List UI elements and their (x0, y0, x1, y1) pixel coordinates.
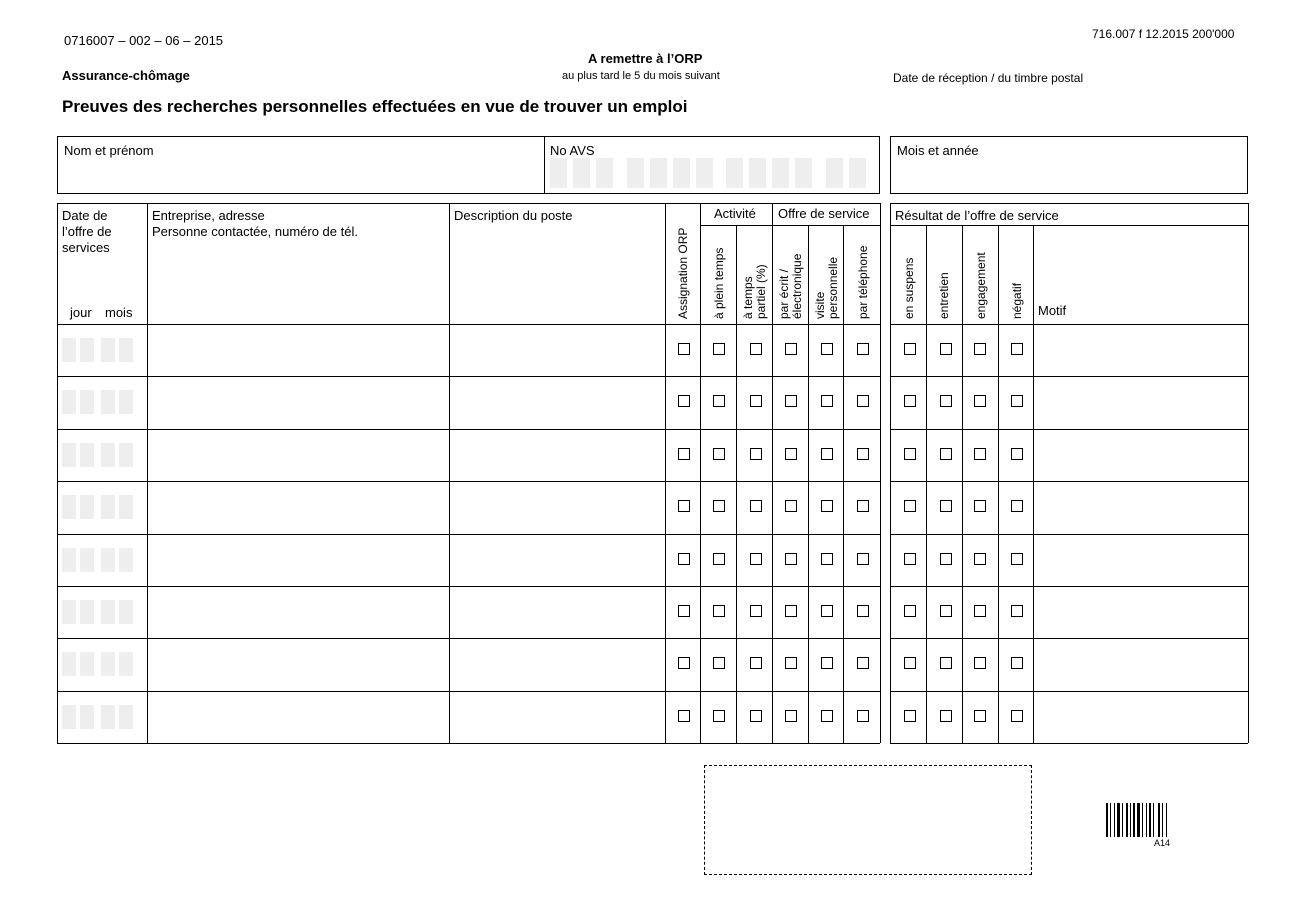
grid-line (1248, 203, 1249, 743)
grid-line (665, 203, 666, 743)
checkbox[interactable] (713, 553, 725, 565)
checkbox[interactable] (904, 605, 916, 617)
grid-line (772, 203, 773, 743)
barcode-bar (1114, 803, 1115, 837)
date-digit-cell[interactable] (119, 495, 133, 519)
checkbox[interactable] (785, 343, 797, 355)
checkbox[interactable] (940, 343, 952, 355)
day-label: jour (70, 305, 92, 320)
checkbox[interactable] (785, 553, 797, 565)
checkbox[interactable] (940, 710, 952, 722)
full-time-header: à plein temps (712, 247, 726, 319)
date-digit-cell[interactable] (80, 705, 94, 729)
checkbox[interactable] (904, 657, 916, 669)
grid-line (890, 586, 1248, 587)
avs-digit-cell[interactable] (726, 158, 743, 188)
checkbox[interactable] (750, 448, 762, 460)
negative-header: négatif (1010, 282, 1024, 319)
date-digit-cell[interactable] (62, 600, 76, 624)
grid-line (772, 203, 773, 225)
activity-header: Activité (714, 206, 756, 221)
remit-subtitle: au plus tard le 5 du mois suivant (562, 70, 720, 82)
checkbox[interactable] (821, 343, 833, 355)
date-digit-cell[interactable] (62, 443, 76, 467)
grid-line (926, 225, 927, 743)
checkbox[interactable] (904, 395, 916, 407)
checkbox[interactable] (1011, 448, 1023, 460)
pending-header: en suspens (902, 257, 916, 319)
checkbox[interactable] (857, 605, 869, 617)
date-digit-cell[interactable] (62, 548, 76, 572)
date-digit-cell[interactable] (80, 652, 94, 676)
avs-digit-cell[interactable] (826, 158, 843, 188)
date-header-line-2: l’offre de (62, 224, 112, 239)
checkbox[interactable] (974, 605, 986, 617)
part-time-line-2: partiel (%) (754, 264, 768, 319)
date-digit-cell[interactable] (119, 600, 133, 624)
date-digit-cell[interactable] (80, 390, 94, 414)
checkbox[interactable] (1011, 395, 1023, 407)
barcode-bar (1110, 803, 1111, 837)
grid-line (57, 743, 880, 744)
checkbox[interactable] (821, 500, 833, 512)
checkbox[interactable] (857, 343, 869, 355)
grid-line (57, 586, 880, 587)
grid-line (700, 225, 880, 226)
checkbox[interactable] (940, 553, 952, 565)
checkbox[interactable] (974, 710, 986, 722)
date-digit-cell[interactable] (101, 443, 115, 467)
checkbox[interactable] (974, 553, 986, 565)
checkbox[interactable] (678, 395, 690, 407)
checkbox[interactable] (785, 605, 797, 617)
barcode-bar (1106, 803, 1108, 837)
grid-line (890, 481, 1248, 482)
barcode-bar (1137, 803, 1140, 837)
date-digit-cell[interactable] (119, 443, 133, 467)
offer-header: Offre de service (778, 206, 870, 221)
avs-digit-cell[interactable] (650, 158, 667, 188)
barcode-bar (1142, 803, 1143, 837)
checkbox[interactable] (750, 343, 762, 355)
date-digit-cell[interactable] (62, 705, 76, 729)
form-code: 716.007 f 12.2015 200'000 (1092, 27, 1235, 41)
checkbox[interactable] (940, 500, 952, 512)
date-digit-cell[interactable] (101, 495, 115, 519)
month-year-label: Mois et année (897, 143, 979, 158)
date-digit-cell[interactable] (80, 338, 94, 362)
barcode-icon (1106, 803, 1220, 837)
grid-line (890, 691, 1248, 692)
checkbox[interactable] (713, 448, 725, 460)
grid-line (890, 376, 1248, 377)
date-digit-cell[interactable] (62, 338, 76, 362)
checkbox[interactable] (821, 553, 833, 565)
checkbox[interactable] (750, 605, 762, 617)
written-header (778, 254, 804, 319)
barcode-label: A14 (1154, 838, 1171, 848)
checkbox[interactable] (1011, 605, 1023, 617)
grid-line (147, 203, 148, 743)
checkbox[interactable] (750, 553, 762, 565)
checkbox[interactable] (785, 448, 797, 460)
checkbox[interactable] (857, 448, 869, 460)
grid-line (890, 203, 1248, 204)
part-time-header (742, 264, 768, 319)
date-digit-cell[interactable] (101, 652, 115, 676)
barcode-bar (1162, 803, 1163, 837)
grid-line (57, 203, 58, 743)
checkbox[interactable] (974, 343, 986, 355)
checkbox[interactable] (713, 710, 725, 722)
avs-label: No AVS (550, 143, 595, 158)
part-time-line-1: à temps (741, 276, 755, 319)
checkbox[interactable] (678, 710, 690, 722)
avs-digit-cell[interactable] (696, 158, 713, 188)
barcode-bar (1133, 803, 1135, 837)
checkbox[interactable] (1011, 553, 1023, 565)
checkbox[interactable] (821, 657, 833, 669)
avs-digit-cell[interactable] (795, 158, 812, 188)
date-digit-cell[interactable] (80, 495, 94, 519)
grid-line (57, 203, 880, 204)
date-header-line-3: services (62, 240, 110, 255)
date-digit-cell[interactable] (101, 548, 115, 572)
date-digit-cell[interactable] (119, 548, 133, 572)
grid-line (890, 429, 1248, 430)
stamp-area (704, 765, 1032, 875)
grid-line (57, 638, 880, 639)
checkbox[interactable] (904, 553, 916, 565)
page-title: Preuves des recherches personnelles effectuées en vue de trouver un emploi (62, 97, 688, 116)
avs-digit-cell[interactable] (673, 158, 690, 188)
date-digit-cell[interactable] (119, 390, 133, 414)
barcode-bar (1122, 803, 1123, 837)
checkbox[interactable] (904, 448, 916, 460)
interview-header: entretien (937, 272, 951, 319)
checkbox[interactable] (750, 657, 762, 669)
checkbox[interactable] (713, 395, 725, 407)
checkbox[interactable] (940, 395, 952, 407)
checkbox[interactable] (1011, 657, 1023, 669)
date-header-line-1: Date de (62, 208, 108, 223)
barcode-bar (1166, 803, 1167, 837)
grid-line (998, 225, 999, 743)
orp-header: Assignation ORP (676, 227, 690, 319)
month-label: mois (105, 305, 133, 320)
grid-line (57, 376, 880, 377)
date-digit-cell[interactable] (119, 705, 133, 729)
grid-line (57, 481, 880, 482)
checkbox[interactable] (678, 553, 690, 565)
name-label: Nom et prénom (64, 143, 154, 158)
company-header (152, 208, 358, 240)
checkbox[interactable] (785, 500, 797, 512)
barcode-bar (1130, 803, 1131, 837)
date-digit-cell[interactable] (62, 652, 76, 676)
date-digit-cell[interactable] (101, 390, 115, 414)
grid-line (890, 203, 891, 743)
avs-digit-cell[interactable] (596, 158, 613, 188)
checkbox[interactable] (821, 395, 833, 407)
checkbox[interactable] (678, 605, 690, 617)
barcode-bar (1117, 803, 1120, 837)
checkbox[interactable] (940, 605, 952, 617)
phone-header: par téléphone (856, 245, 870, 319)
checkbox[interactable] (940, 657, 952, 669)
insurance-label: Assurance-chômage (62, 68, 190, 83)
checkbox[interactable] (1011, 500, 1023, 512)
checkbox[interactable] (904, 500, 916, 512)
written-line-2: électronique (790, 253, 804, 319)
checkbox[interactable] (857, 553, 869, 565)
written-line-1: par écrit / (777, 268, 791, 319)
date-digit-cell[interactable] (62, 495, 76, 519)
date-digit-cell[interactable] (80, 548, 94, 572)
company-header-line-2: Personne contactée, numéro de tél. (152, 224, 358, 239)
checkbox[interactable] (857, 500, 869, 512)
company-header-line-1: Entreprise, adresse (152, 208, 265, 223)
visit-line-1: visite (813, 291, 827, 319)
result-header: Résultat de l’offre de service (895, 208, 1059, 223)
date-digit-cell[interactable] (101, 600, 115, 624)
checkbox[interactable] (857, 710, 869, 722)
barcode-bar (1126, 803, 1128, 837)
checkbox[interactable] (713, 500, 725, 512)
checkbox[interactable] (678, 343, 690, 355)
avs-digit-cell[interactable] (627, 158, 644, 188)
checkbox[interactable] (857, 395, 869, 407)
date-digit-cell[interactable] (119, 652, 133, 676)
grid-line (890, 534, 1248, 535)
date-header (62, 208, 112, 256)
avs-digit-cell[interactable] (849, 158, 866, 188)
checkbox[interactable] (974, 500, 986, 512)
visit-line-2: personnelle (826, 256, 840, 319)
grid-line (890, 324, 1248, 325)
checkbox[interactable] (1011, 343, 1023, 355)
date-digit-cell[interactable] (101, 338, 115, 362)
barcode-bar (1146, 803, 1147, 837)
barcode-bar (1153, 803, 1154, 837)
visit-header (814, 257, 840, 319)
grid-line (890, 225, 1248, 226)
checkbox[interactable] (785, 657, 797, 669)
grid-line (880, 203, 881, 743)
grid-line (843, 225, 844, 743)
checkbox[interactable] (785, 710, 797, 722)
checkbox[interactable] (904, 710, 916, 722)
avs-digit-cell[interactable] (550, 158, 567, 188)
checkbox[interactable] (821, 448, 833, 460)
checkbox[interactable] (713, 605, 725, 617)
avs-digit-cell[interactable] (772, 158, 789, 188)
checkbox[interactable] (785, 395, 797, 407)
checkbox[interactable] (750, 500, 762, 512)
checkbox[interactable] (821, 710, 833, 722)
grid-line (449, 203, 450, 743)
checkbox[interactable] (974, 395, 986, 407)
date-digit-cell[interactable] (62, 390, 76, 414)
checkbox[interactable] (750, 395, 762, 407)
checkbox[interactable] (678, 657, 690, 669)
grid-line (700, 203, 701, 743)
barcode-bar (1149, 803, 1151, 837)
avs-digit-cell[interactable] (573, 158, 590, 188)
checkbox[interactable] (974, 657, 986, 669)
checkbox[interactable] (940, 448, 952, 460)
reason-header: Motif (1038, 303, 1067, 318)
checkbox[interactable] (821, 605, 833, 617)
grid-line (890, 743, 1248, 744)
remit-title: A remettre à l’ORP (588, 51, 703, 66)
grid-line (890, 638, 1248, 639)
checkbox[interactable] (678, 448, 690, 460)
grid-line (962, 225, 963, 743)
date-digit-cell[interactable] (80, 443, 94, 467)
hired-header: engagement (974, 252, 988, 319)
checkbox[interactable] (713, 657, 725, 669)
grid-line (808, 225, 809, 743)
checkbox[interactable] (974, 448, 986, 460)
job-header: Description du poste (454, 208, 573, 223)
avs-digit-cell[interactable] (749, 158, 766, 188)
grid-line (736, 225, 737, 743)
reception-label: Date de réception / du timbre postal (893, 71, 1084, 85)
grid-line (57, 534, 880, 535)
form-id: 0716007 – 002 – 06 – 2015 (64, 33, 224, 48)
date-digit-cell[interactable] (101, 705, 115, 729)
checkbox[interactable] (713, 343, 725, 355)
checkbox[interactable] (904, 343, 916, 355)
grid-line (57, 324, 880, 325)
checkbox[interactable] (678, 500, 690, 512)
grid-line (1033, 225, 1034, 743)
checkbox[interactable] (857, 657, 869, 669)
grid-line (57, 691, 880, 692)
barcode-bar (1158, 803, 1160, 837)
date-digit-cell[interactable] (119, 338, 133, 362)
checkbox[interactable] (750, 710, 762, 722)
date-digit-cell[interactable] (80, 600, 94, 624)
grid-line (57, 429, 880, 430)
checkbox[interactable] (1011, 710, 1023, 722)
